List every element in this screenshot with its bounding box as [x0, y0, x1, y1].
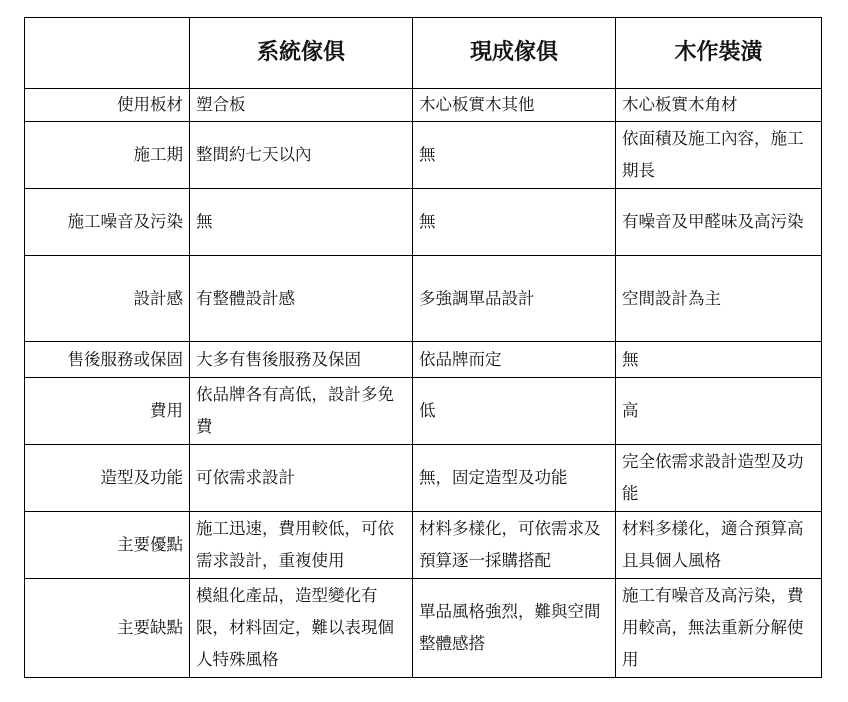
header-cell-system-furniture: 系統傢俱: [190, 18, 413, 89]
header-cell-empty: [25, 18, 190, 89]
comparison-table: [24, 17, 822, 678]
table-row: [25, 256, 822, 342]
table-cell: 木心板實木角材: [616, 89, 822, 122]
table-cell: 無: [616, 342, 822, 378]
table-cell: 施工迅速，費用較低，可依需求設計，重複使用: [190, 512, 413, 579]
table-cell: 材料多樣化，適合預算高且具個人風格: [616, 512, 822, 579]
table-cell: 依品牌而定: [413, 342, 616, 378]
row-label: 造型及功能: [25, 445, 190, 512]
table-row: [25, 122, 822, 189]
table-cell: 無: [413, 189, 616, 256]
table-row: [25, 579, 822, 678]
table-cell: 依面積及施工內容，施工期長: [616, 122, 822, 189]
table-row: [25, 445, 822, 512]
table-cell: 無: [190, 189, 413, 256]
table-cell: 空間設計為主: [616, 256, 822, 342]
table-cell: 施工有噪音及高污染，費用較高，無法重新分解使用: [616, 579, 822, 678]
table-row: [25, 512, 822, 579]
table-cell: 完全依需求設計造型及功能: [616, 445, 822, 512]
row-label: 主要優點: [25, 512, 190, 579]
table-cell: 有整體設計感: [190, 256, 413, 342]
row-label: 售後服務或保固: [25, 342, 190, 378]
table-cell: 整間約七天以內: [190, 122, 413, 189]
table-cell: 低: [413, 378, 616, 445]
table-cell: 模組化產品，造型變化有限，材料固定，難以表現個人特殊風格: [190, 579, 413, 678]
table-cell: 有噪音及甲醛味及高污染: [616, 189, 822, 256]
table-cell: 塑合板: [190, 89, 413, 122]
table-cell: 無: [413, 122, 616, 189]
header-cell-readymade-furniture: 現成傢俱: [413, 18, 616, 89]
table-cell: 大多有售後服務及保固: [190, 342, 413, 378]
table-cell: 無，固定造型及功能: [413, 445, 616, 512]
row-label: 費用: [25, 378, 190, 445]
table-row: [25, 378, 822, 445]
row-label: 施工噪音及污染: [25, 189, 190, 256]
row-label: 設計感: [25, 256, 190, 342]
row-label: 施工期: [25, 122, 190, 189]
table-cell: 多強調單品設計: [413, 256, 616, 342]
header-cell-custom-woodwork: 木作裝潢: [616, 18, 822, 89]
table-cell: 材料多樣化，可依需求及預算逐一採購搭配: [413, 512, 616, 579]
table-cell: 可依需求設計: [190, 445, 413, 512]
table-cell: 單品風格強烈，難與空間整體感搭: [413, 579, 616, 678]
table-cell: 木心板實木其他: [413, 89, 616, 122]
table-row: [25, 89, 822, 122]
table-cell: 高: [616, 378, 822, 445]
row-label: 使用板材: [25, 89, 190, 122]
table-row: [25, 342, 822, 378]
table-header-row: [25, 18, 822, 89]
table-row: [25, 189, 822, 256]
table-cell: 依品牌各有高低，設計多免費: [190, 378, 413, 445]
row-label: 主要缺點: [25, 579, 190, 678]
